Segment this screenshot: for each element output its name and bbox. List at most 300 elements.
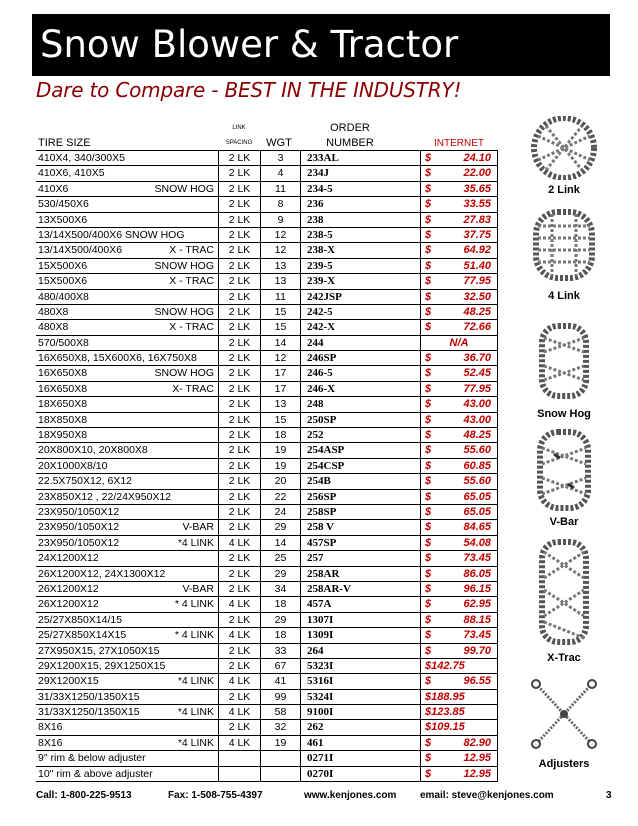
cell-internet-price [420,243,498,257]
cell-tire-size [38,428,218,442]
cell-internet-price [420,213,498,227]
price-currency: $ [425,567,432,580]
cell-internet-price [420,351,498,365]
cell-order-number: 254B [300,474,420,488]
price-value: 96.15 [463,582,491,595]
cell-tire-size [38,459,218,473]
cell-link-spacing: 2 LK [218,474,260,488]
cell-weight: 15 [260,413,300,427]
cell-tire-size [38,197,218,211]
cell-tire-size [38,567,218,581]
cell-internet-price [420,736,498,750]
cell-link-spacing: 2 LK [218,413,260,427]
cell-order-number: 9100I [300,705,420,719]
cell-link-spacing: 2 LK [218,690,260,704]
cell-tire-size [38,474,218,488]
cell-order-number: 238 [300,213,420,227]
price-value: 62.95 [463,598,491,611]
price-currency: $ [425,490,432,503]
price-currency: $ [425,552,432,565]
tire-type-note: X - TRAC [169,321,214,334]
cell-order-number: 252 [300,428,420,442]
cell-link-spacing: 2 LK [218,720,260,734]
cell-internet-price [420,197,498,211]
tire-type-note: X - TRAC [169,275,214,288]
price-currency: $ [425,290,432,303]
price-currency: $188.95 [425,690,465,703]
tire-size-text: 9" rim & below adjuster [38,752,146,765]
cell-tire-size [38,243,218,257]
table-row [36,720,498,735]
price-value: 73.45 [463,629,491,642]
tire-type-note: V-BAR [182,582,214,595]
tire-size-text: 8X16 [38,721,63,734]
price-value: 37.75 [463,228,491,241]
cell-internet-price [420,305,498,319]
table-row [36,520,498,535]
cell-tire-size [38,397,218,411]
cell-weight: 32 [260,720,300,734]
label-v-bar: V-Bar [549,516,579,528]
cell-order-number: 5323I [300,659,420,673]
table-body [36,151,498,782]
price-value: 27.83 [463,213,491,226]
price-currency: $ [425,613,432,626]
table-row [36,243,498,258]
cell-internet-price [420,505,498,519]
tire-size-text: 16X650X8, 15X600X6, 16X750X8 [38,352,197,365]
page-banner: Snow Blower & Tractor [32,14,610,76]
label-four-link: 4 Link [548,290,580,302]
cell-order-number: 246-X [300,382,420,396]
cell-order-number: 248 [300,397,420,411]
cell-weight: 17 [260,366,300,380]
cell-tire-size [38,228,218,242]
price-value: 51.40 [463,259,491,272]
header-internet: INTERNET [434,138,484,149]
table-header [36,111,498,151]
table-row [36,336,498,351]
page-number: 3 [606,790,612,801]
cell-tire-size [38,720,218,734]
cell-tire-size [38,705,218,719]
cell-order-number: 257 [300,551,420,565]
adjuster-spring-icon [524,676,604,752]
table-row [36,736,498,751]
table-row [36,551,498,566]
price-currency: $ [425,382,432,395]
cell-tire-size [38,551,218,565]
cell-weight: 12 [260,228,300,242]
cell-order-number: 0270I [300,767,420,781]
cell-tire-size [38,690,218,704]
price-value: 86.05 [463,567,491,580]
cell-internet-price [420,644,498,658]
cell-weight: 12 [260,351,300,365]
cell-link-spacing: 2 LK [218,290,260,304]
cell-link-spacing: 2 LK [218,443,260,457]
price-currency: $ [425,505,432,518]
cell-tire-size [38,443,218,457]
tire-size-text: 8X16 [38,736,63,749]
cell-internet-price [420,751,498,765]
tire-type-note: SNOW HOG [154,259,214,272]
cell-order-number: 5324I [300,690,420,704]
cell-weight: 22 [260,490,300,504]
cell-internet-price [420,274,498,288]
table-row [36,644,498,659]
table-row [36,305,498,320]
price-currency: $123.85 [425,706,465,719]
cell-link-spacing: 2 LK [218,336,260,350]
cell-internet-price [420,520,498,534]
price-currency: $ [425,536,432,549]
tire-type-note: X - TRAC [169,244,214,257]
cell-weight: 24 [260,505,300,519]
four-link-chain-image [506,208,622,306]
table-row [36,751,498,766]
footer-phone: Call: 1-800-225-9513 [36,790,132,801]
cell-weight: 18 [260,628,300,642]
four-link-chain-icon [524,208,604,282]
cell-tire-size [38,366,218,380]
cell-internet-price [420,536,498,550]
table-row [36,166,498,181]
table-row [36,443,498,458]
cell-link-spacing: 2 LK [218,197,260,211]
price-value: 77.95 [463,382,491,395]
tire-size-text: 26X1200X12, 24X1300X12 [38,567,166,580]
table-row [36,659,498,674]
price-currency: $ [425,321,432,334]
price-currency: $ [425,475,432,488]
price-currency: $ [425,767,432,780]
price-currency: $ [425,182,432,195]
price-value: 43.00 [463,398,491,411]
cell-weight: 14 [260,336,300,350]
table-row [36,459,498,474]
table-row [36,613,498,628]
cell-order-number: 246-5 [300,366,420,380]
table-row [36,628,498,643]
table-row [36,490,498,505]
table-row [36,690,498,705]
tire-size-text: 23X950/1050X12 [38,505,120,518]
cell-order-number: 5316I [300,674,420,688]
adjusters-image [506,676,622,776]
tire-size-text: 570/500X8 [38,336,89,349]
tire-size-text: 13X500X6 [38,213,88,226]
table-row [36,582,498,597]
cell-order-number: 258SP [300,505,420,519]
price-currency: $ [425,582,432,595]
price-value: 77.95 [463,275,491,288]
price-currency: $ [425,213,432,226]
cell-weight: 8 [260,197,300,211]
cell-link-spacing [218,767,260,781]
cell-weight [260,767,300,781]
cell-tire-size [38,213,218,227]
table-row [36,767,498,782]
cell-tire-size [38,336,218,350]
tire-size-text: 530/450X6 [38,198,89,211]
cell-weight: 18 [260,428,300,442]
price-value: 12.95 [463,767,491,780]
tire-size-text: 26X1200X12 [38,598,99,611]
cell-tire-size [38,182,218,196]
cell-order-number: 250SP [300,413,420,427]
header-order: ORDER [330,122,370,134]
cell-link-spacing [218,751,260,765]
price-currency: $ [425,459,432,472]
price-value: 96.55 [463,675,491,688]
cell-order-number: 1309I [300,628,420,642]
tire-type-note: V-BAR [182,521,214,534]
price-currency: $ [425,228,432,241]
cell-internet-price [420,320,498,334]
price-value: 99.70 [463,644,491,657]
price-currency: $ [425,736,432,749]
tire-type-note: * 4 LINK [174,598,214,611]
page-subtitle: Dare to Compare - BEST IN THE INDUSTRY! [36,78,462,102]
cell-internet-price [420,382,498,396]
cell-tire-size [38,320,218,334]
cell-link-spacing: 2 LK [218,213,260,227]
snow-hog-chain-image [506,322,622,422]
table-row [36,320,498,335]
cell-link-spacing: 2 LK [218,582,260,596]
price-currency: $ [425,352,432,365]
cell-tire-size [38,151,218,165]
cell-link-spacing: 2 LK [218,166,260,180]
cell-order-number: 262 [300,720,420,734]
price-value: 60.85 [463,459,491,472]
cell-link-spacing: 2 LK [218,182,260,196]
cell-weight: 17 [260,382,300,396]
cell-weight: 41 [260,674,300,688]
cell-order-number: 233AL [300,151,420,165]
table-row [36,213,498,228]
cell-link-spacing: 4 LK [218,674,260,688]
cell-weight: 9 [260,213,300,227]
cell-weight: 29 [260,567,300,581]
cell-tire-size [38,659,218,673]
cell-link-spacing: 2 LK [218,551,260,565]
cell-tire-size [38,628,218,642]
price-currency: $ [425,259,432,272]
table-row [36,474,498,489]
tire-type-note: SNOW HOG [154,367,214,380]
cell-order-number: 264 [300,644,420,658]
cell-internet-price [420,474,498,488]
tire-size-text: 16X650X8 [38,382,88,395]
label-two-link: 2 Link [548,184,580,196]
tire-size-text: 29X1200X15, 29X1250X15 [38,659,166,672]
table-row [36,567,498,582]
tire-type-note: *4 LINK [177,706,214,719]
cell-tire-size [38,674,218,688]
table-row [36,182,498,197]
cell-weight: 15 [260,305,300,319]
cell-link-spacing: 2 LK [218,351,260,365]
cell-order-number: 254ASP [300,443,420,457]
cell-tire-size [38,751,218,765]
cell-tire-size [38,305,218,319]
cell-internet-price [420,767,498,781]
cell-weight: 25 [260,551,300,565]
cell-link-spacing: 2 LK [218,382,260,396]
cell-internet-price [420,720,498,734]
cell-order-number: 457A [300,597,420,611]
v-bar-chain-image [506,428,622,528]
price-currency: $109.15 [425,721,465,734]
cell-tire-size [38,490,218,504]
footer-fax: Fax: 1-508-755-4397 [168,790,263,801]
price-currency: $ [425,398,432,411]
tire-type-note: * 4 LINK [174,629,214,642]
cell-internet-price [420,443,498,457]
cell-weight: 19 [260,736,300,750]
table-row [36,536,498,551]
cell-tire-size [38,597,218,611]
table-row [36,274,498,289]
cell-link-spacing: 2 LK [218,151,260,165]
cell-link-spacing: 2 LK [218,459,260,473]
tire-size-text: 24X1200X12 [38,552,99,565]
cell-internet-price [420,413,498,427]
label-adjusters: Adjusters [538,758,590,770]
cell-link-spacing: 2 LK [218,613,260,627]
cell-weight: 19 [260,443,300,457]
cell-link-spacing: 2 LK [218,243,260,257]
cell-order-number: 238-X [300,243,420,257]
cell-tire-size [38,736,218,750]
tire-size-text: 480X8 [38,321,69,334]
cell-tire-size [38,613,218,627]
price-currency: $ [425,152,432,164]
cell-order-number: 258AR-V [300,582,420,596]
price-value: 72.66 [463,321,491,334]
cell-link-spacing: 2 LK [218,274,260,288]
price-value: 43.00 [463,413,491,426]
tire-size-text: 29X1200X15 [38,675,99,688]
tire-size-text: 480X8 [38,305,69,318]
x-trac-chain-icon [524,538,604,646]
cell-link-spacing: 4 LK [218,705,260,719]
price-value: 64.92 [463,244,491,257]
price-value: 12.95 [463,752,491,765]
cell-order-number: 242JSP [300,290,420,304]
cell-order-number: 256SP [300,490,420,504]
price-currency: $ [425,244,432,257]
table-row [36,228,498,243]
tire-size-text: 31/33X1250/1350X15 [38,690,140,703]
table-row [36,290,498,305]
price-currency: $ [425,598,432,611]
table-row [36,197,498,212]
tire-size-text: 410X4, 340/300X5 [38,152,125,164]
price-value: 88.15 [463,613,491,626]
table-row [36,413,498,428]
cell-order-number: 0271I [300,751,420,765]
price-currency: $ [425,629,432,642]
price-currency: $ [425,305,432,318]
price-value: 35.65 [463,182,491,195]
cell-link-spacing: 2 LK [218,305,260,319]
tire-size-text: 410X6, 410X5 [38,167,105,180]
cell-weight: 29 [260,520,300,534]
cell-internet-price [420,290,498,304]
tire-size-text: 27X950X15, 27X1050X15 [38,644,160,657]
header-number: NUMBER [326,137,374,149]
price-table [36,111,498,782]
cell-weight: 15 [260,320,300,334]
table-row [36,259,498,274]
price-value: 48.25 [463,305,491,318]
cell-weight: 18 [260,597,300,611]
cell-link-spacing: 4 LK [218,597,260,611]
cell-internet-price [420,674,498,688]
table-row [36,674,498,689]
header-tire-size: TIRE SIZE [38,137,91,149]
cell-order-number: 238-5 [300,228,420,242]
table-row [36,428,498,443]
cell-internet-price [420,659,498,673]
cell-tire-size [38,274,218,288]
cell-internet-price [420,366,498,380]
label-snow-hog: Snow Hog [537,408,591,420]
tire-size-text: 26X1200X12 [38,582,99,595]
cell-link-spacing: 2 LK [218,428,260,442]
tire-type-note: *4 LINK [177,736,214,749]
price-value: 65.05 [463,490,491,503]
table-row [36,351,498,366]
price-currency: $ [425,675,432,688]
cell-weight: 33 [260,644,300,658]
cell-tire-size [38,644,218,658]
tire-size-text: 23X950/1050X12 [38,521,120,534]
cell-tire-size [38,351,218,365]
cell-weight: 11 [260,290,300,304]
cell-link-spacing: 4 LK [218,536,260,550]
tire-size-text: 20X800X10, 20X800X8 [38,444,148,457]
footer-website: www.kenjones.com [304,790,397,801]
table-row [36,151,498,166]
price-value: 55.60 [463,444,491,457]
cell-weight: 58 [260,705,300,719]
cell-internet-price [420,151,498,165]
cell-order-number: 239-5 [300,259,420,273]
tire-size-text: 480/400X8 [38,290,89,303]
cell-order-number: 246SP [300,351,420,365]
cell-order-number: 242-X [300,320,420,334]
cell-tire-size [38,166,218,180]
price-value: 55.60 [463,475,491,488]
cell-tire-size [38,505,218,519]
tire-size-text: 13/14X500/400X6 SNOW HOG [38,228,185,241]
price-currency: $ [425,444,432,457]
cell-order-number: 242-5 [300,305,420,319]
price-value: 65.05 [463,505,491,518]
cell-internet-price [420,228,498,242]
cell-link-spacing: 2 LK [218,659,260,673]
cell-weight: 14 [260,536,300,550]
tire-size-text: 23X850X12 , 22/24X950X12 [38,490,172,503]
price-currency: $ [425,413,432,426]
cell-link-spacing: 2 LK [218,228,260,242]
cell-order-number: 244 [300,336,420,350]
cell-link-spacing: 2 LK [218,505,260,519]
